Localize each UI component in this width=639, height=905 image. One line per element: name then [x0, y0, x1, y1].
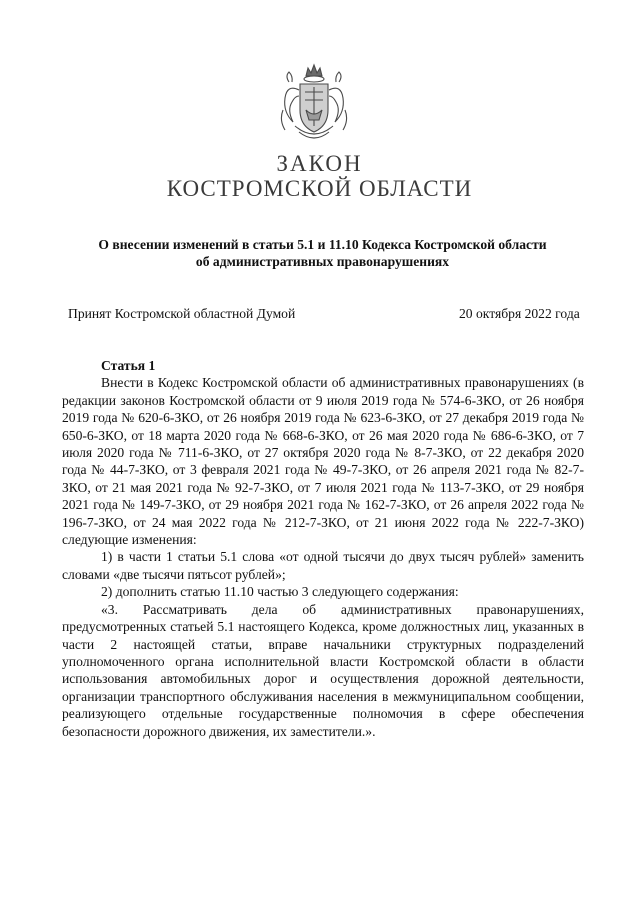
document-title-line1: О внесении изменений в статьи 5.1 и 11.10 Кодекса Костромской области: [98, 237, 547, 252]
article-body: [62, 357, 584, 740]
article-heading: Статья 1: [101, 358, 156, 373]
article-intro: Внести в Кодекс Костромской области об административных правонарушениях (в редакции законов Костромской области от 9 июля 2019 года № 574-6-ЗКО, от 26 ноября 2019 года № 620-6-ЗКО, от 26 ноября 2019 года № 623-6-ЗКО, от 27 декабря 2019 года № 650-6-ЗКО, от 18 марта 2020 года № 668-6-ЗКО, от 26 мая 2020 года № 686-6-ЗКО, от 7 июля 2020 года № 711-6-ЗКО, от 27 октября 2020 года № 8-7-ЗКО, от 22 декабря 2020 года № 44-7-ЗКО, от 3 февраля 2021 года № 49-7-ЗКО, от 26 апреля 2021 года № 82-7-ЗКО, от 21 мая 2021 года № 92-7-ЗКО, от 7 июля 2021 года № 113-7-ЗКО, от 29 ноября 2021 года № 149-7-ЗКО, от 29 ноября 2021 года № 162-7-ЗКО, от 26 апреля 2022 года № 196-7-ЗКО, от 24 мая 2022 года № 212-7-ЗКО, от 21 июня 2022 года № 222-7-ЗКО) следующие изменения:: [62, 375, 584, 548]
adopted-by: Принят Костромской областной Думой: [68, 306, 296, 321]
amendment-item-2: 2) дополнить статью 11.10 частью 3 следующего содержания:: [101, 584, 459, 600]
document-title: [60, 236, 585, 270]
amendment-quote: «3. Рассматривать дела об административных правонарушениях, предусмотренных статьей 5.1 настоящего Кодекса, кроме должностных лиц, указанных в части 2 настоящей статьи, вправе начальники структурных подразделений уполномоченного органа исполнительной власти Костромской области в области использования автомобильных дорог и осуществления дорожной деятельности, организации транспортного обслуживания населения в межмуниципальном сообщении, реализующего отдельные государственные полномочия в сфере обеспечения безопасности дорожного движения, их заместители.».: [62, 601, 584, 739]
amendment-item-1: 1) в части 1 статьи 5.1 слова «от одной тысячи до двух тысяч рублей» заменить словами «две тысячи пятьсот рублей»;: [62, 549, 584, 582]
law-title-line1: ЗАКОН: [276, 151, 363, 176]
law-title-line2: КОСТРОМСКОЙ ОБЛАСТИ: [166, 176, 473, 201]
document-title-line2: об административных правонарушениях: [195, 254, 450, 269]
coat-of-arms-icon: [275, 60, 353, 146]
adopted-date: 20 октября 2022 года: [459, 306, 580, 321]
